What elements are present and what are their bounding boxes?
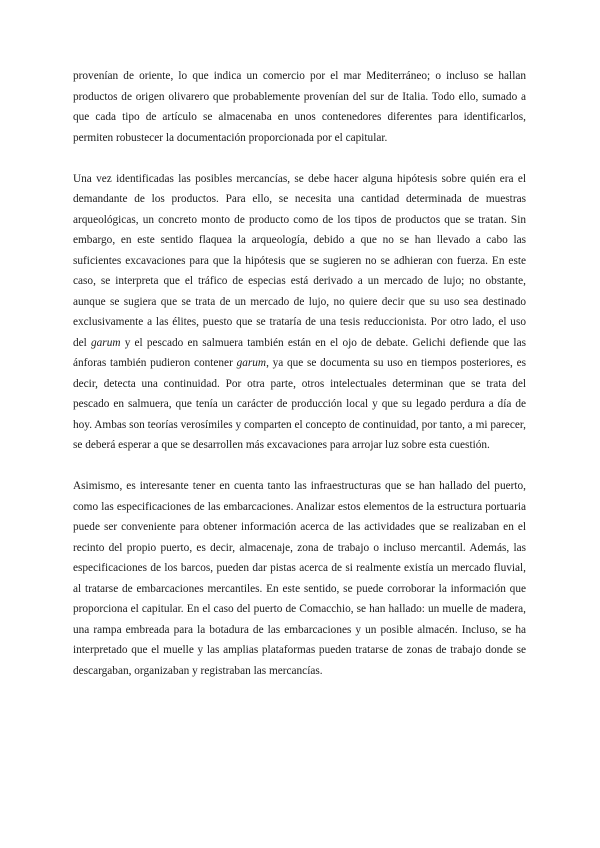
garum-term: garum	[91, 336, 121, 349]
paragraph-2-text-part-2: y el pescado en salmuera también están en el ojo de debate. Gelichi defiende que las ánforas también pudieron contener	[73, 336, 526, 369]
document-page	[73, 66, 526, 702]
paragraph-2-text-part-3: , ya que se documenta su uso en tiempos posteriores, es decir, detecta una continuidad. Por otra parte, otros intelectuales determinan que se trata del pescado en salmuera, que tenía un carácter de producción local y que su legado perdura a día de hoy. Ambas son teorías verosímiles y comparten el concepto de continuidad, por tanto, a mi parecer, se deberá esperar a que se desarrollen más excavaciones para arrojar luz sobre esta cuestión.	[73, 357, 526, 451]
garum-term: garum	[236, 357, 267, 369]
paragraph-1-text: provenían de oriente, lo que indica un comercio por el mar Mediterráneo; o incluso se hallan productos de origen olivarero que probablemente provenían del sur de Italia. Todo ello, sumado a que cada tipo de artículo se almacenaba en unos contenedores diferentes para identificarlos, permiten robustecer la documentación proporcionada por el capitular.	[73, 70, 526, 144]
paragraph-3	[73, 476, 526, 681]
paragraph-2	[73, 169, 526, 456]
paragraph-1	[73, 66, 526, 148]
paragraph-3-text: Asimismo, es interesante tener en cuenta tanto las infraestructuras que se han hallado del puerto, como las especificaciones de las embarcaciones. Analizar estos elementos de la estructura portuaria puede ser conveniente para obtener información acerca de las actividades que se realizaban en el recinto del propio puerto, es decir, almacenaje, zona de trabajo o incluso mercantil. Además, las especificaciones de los barcos, pueden dar pistas acerca de si realmente existía un mercado fluvial, al tratarse de embarcaciones mercantiles. En este sentido, se puede corroborar la información que proporciona el capitular. En el caso del puerto de Comacchio, se han hallado: un muelle de madera, una rampa embreada para la botadura de las embarcaciones y un posible almacén. Incluso, se ha interpretado que el muelle y las amplias plataformas pueden tratarse de zonas de trabajo donde se descargaban, organizaban y registraban las mercancías.	[73, 480, 526, 677]
paragraph-2-text-part-1: Una vez identificadas las posibles mercancías, se debe hacer alguna hipótesis sobre quién era el demandante de los productos. Para ello, se necesita una cantidad determinada de muestras arqueológicas, un concreto monto de producto como de los tipos de productos que se tratan. Sin embargo, en este sentido flaquea la arqueología, debido a que no se han llevado a cabo las suficientes excavaciones para que la hipótesis que se sugieren no se adhieran con fuerza. En este caso, se interpreta que el tráfico de especias está derivado a un mercado de lujo; no obstante, aunque se sugiera que se trata de un mercado de lujo, no quiere decir que su uso sea destinado exclusivamente a las élites, puesto que se trataría de una tesis reduccionista. Por otro lado, el uso del	[73, 172, 526, 349]
